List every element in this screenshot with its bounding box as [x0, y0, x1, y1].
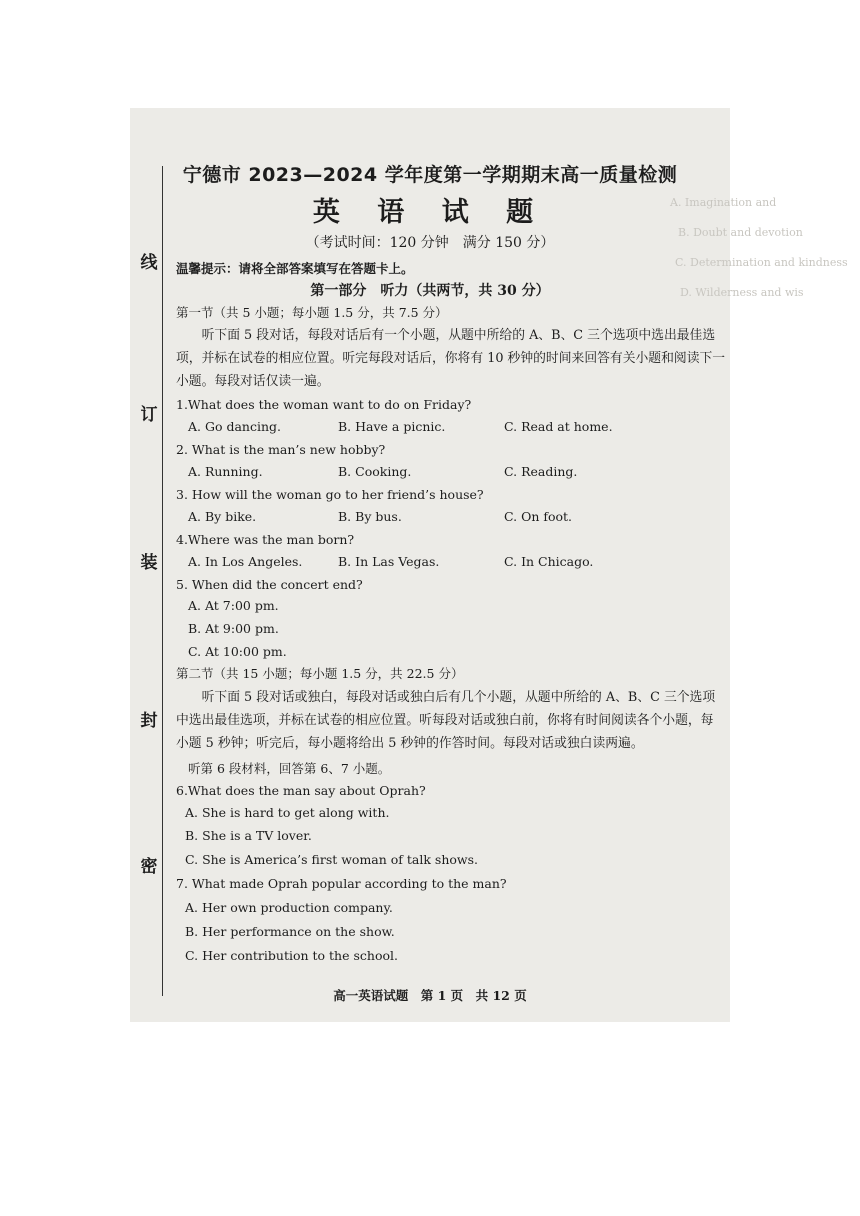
bleed-through-text: B. Doubt and devotion: [678, 226, 803, 239]
bleed-through-text: C. Determination and kindness: [675, 256, 848, 269]
section2-instructions: 听下面 5 段对话或独白，每段对话或独白后有几个小题，从题中所给的 A、B、C 三个选项中选出最佳选项，并标在试卷的相应位置。听每段对话或独白前，你将有时间阅读各个小题，每小题 5 秒钟；听完后，每小题将给出 5 秒钟的作答时间。每段对话或独白读两遍。: [176, 690, 716, 751]
option-c: C. On foot.: [504, 509, 573, 524]
question-4: 4.Where was the man born?: [176, 532, 355, 547]
bleed-through-text: D. Wilderness and wis: [680, 286, 804, 299]
question-7: 7. What made Oprah popular according to the man?: [176, 876, 507, 891]
question-2: 2. What is the man’s new hobby?: [176, 442, 386, 457]
exam-photo: [130, 108, 848, 1022]
option-b: B. At 9:00 pm.: [188, 621, 279, 636]
option-a: A. She is hard to get along with.: [185, 805, 390, 820]
option-a: A. By bike.: [188, 509, 257, 524]
section2-heading: 第二节（共 15 小题；每小题 1.5 分，共 22.5 分）: [176, 666, 464, 681]
seal-char: 密: [140, 857, 158, 877]
option-b: B. Her performance on the show.: [185, 924, 395, 939]
section1-instructions: 听下面 5 段对话，每段对话后有一个小题，从题中所给的 A、B、C 三个选项中选出最佳选项，并标在试卷的相应位置。听完每段对话后，你将有 10 秒钟的时间来回答有关小题和阅读下一小题。每段对话仅读一遍。: [176, 328, 726, 389]
option-a: A. In Los Angeles.: [188, 554, 303, 569]
option-c: C. Read at home.: [504, 419, 613, 434]
option-b: B. By bus.: [338, 509, 402, 524]
seal-char: 线: [140, 253, 158, 273]
seal-char: 封: [140, 711, 158, 731]
option-a: A. At 7:00 pm.: [188, 598, 279, 613]
question-3: 3. How will the woman go to her friend’s house?: [176, 487, 484, 502]
question-1: 1.What does the woman want to do on Friday?: [176, 397, 472, 412]
subject-title: 英 语 试 题: [312, 197, 548, 228]
option-a: A. Go dancing.: [188, 419, 281, 434]
seal-char: 订: [140, 405, 158, 425]
warm-tip: 温馨提示：请将全部答案填写在答题卡上。: [176, 261, 414, 276]
material-note: 听第 6 段材料，回答第 6、7 小题。: [188, 761, 391, 776]
part1-heading: 第一部分 听力（共两节，共 30 分）: [310, 283, 550, 299]
option-b: B. She is a TV lover.: [185, 828, 312, 843]
exam-title: 宁德市 2023—2024 学年度第一学期期末高一质量检测: [182, 164, 678, 186]
option-a: A. Running.: [188, 464, 263, 479]
option-b: B. In Las Vegas.: [338, 554, 440, 569]
bleed-through-text: A. Imagination and: [670, 196, 777, 209]
option-b: B. Cooking.: [338, 464, 412, 479]
exam-info: （考试时间：120 分钟 满分 150 分）: [305, 235, 555, 251]
option-a: A. Her own production company.: [185, 900, 393, 915]
option-b: B. Have a picnic.: [338, 419, 446, 434]
option-c: C. Her contribution to the school.: [185, 948, 398, 963]
option-c: C. At 10:00 pm.: [188, 644, 287, 659]
option-c: C. In Chicago.: [504, 554, 594, 569]
option-c: C. Reading.: [504, 464, 578, 479]
question-6: 6.What does the man say about Oprah?: [176, 783, 426, 798]
page-footer: 高一英语试题 第 1 页 共 12 页: [333, 988, 527, 1003]
question-5: 5. When did the concert end?: [176, 577, 363, 592]
option-c: C. She is America’s first woman of talk shows.: [185, 852, 479, 867]
section1-heading: 第一节（共 5 小题；每小题 1.5 分，共 7.5 分）: [176, 305, 448, 320]
seal-char: 装: [140, 553, 158, 573]
